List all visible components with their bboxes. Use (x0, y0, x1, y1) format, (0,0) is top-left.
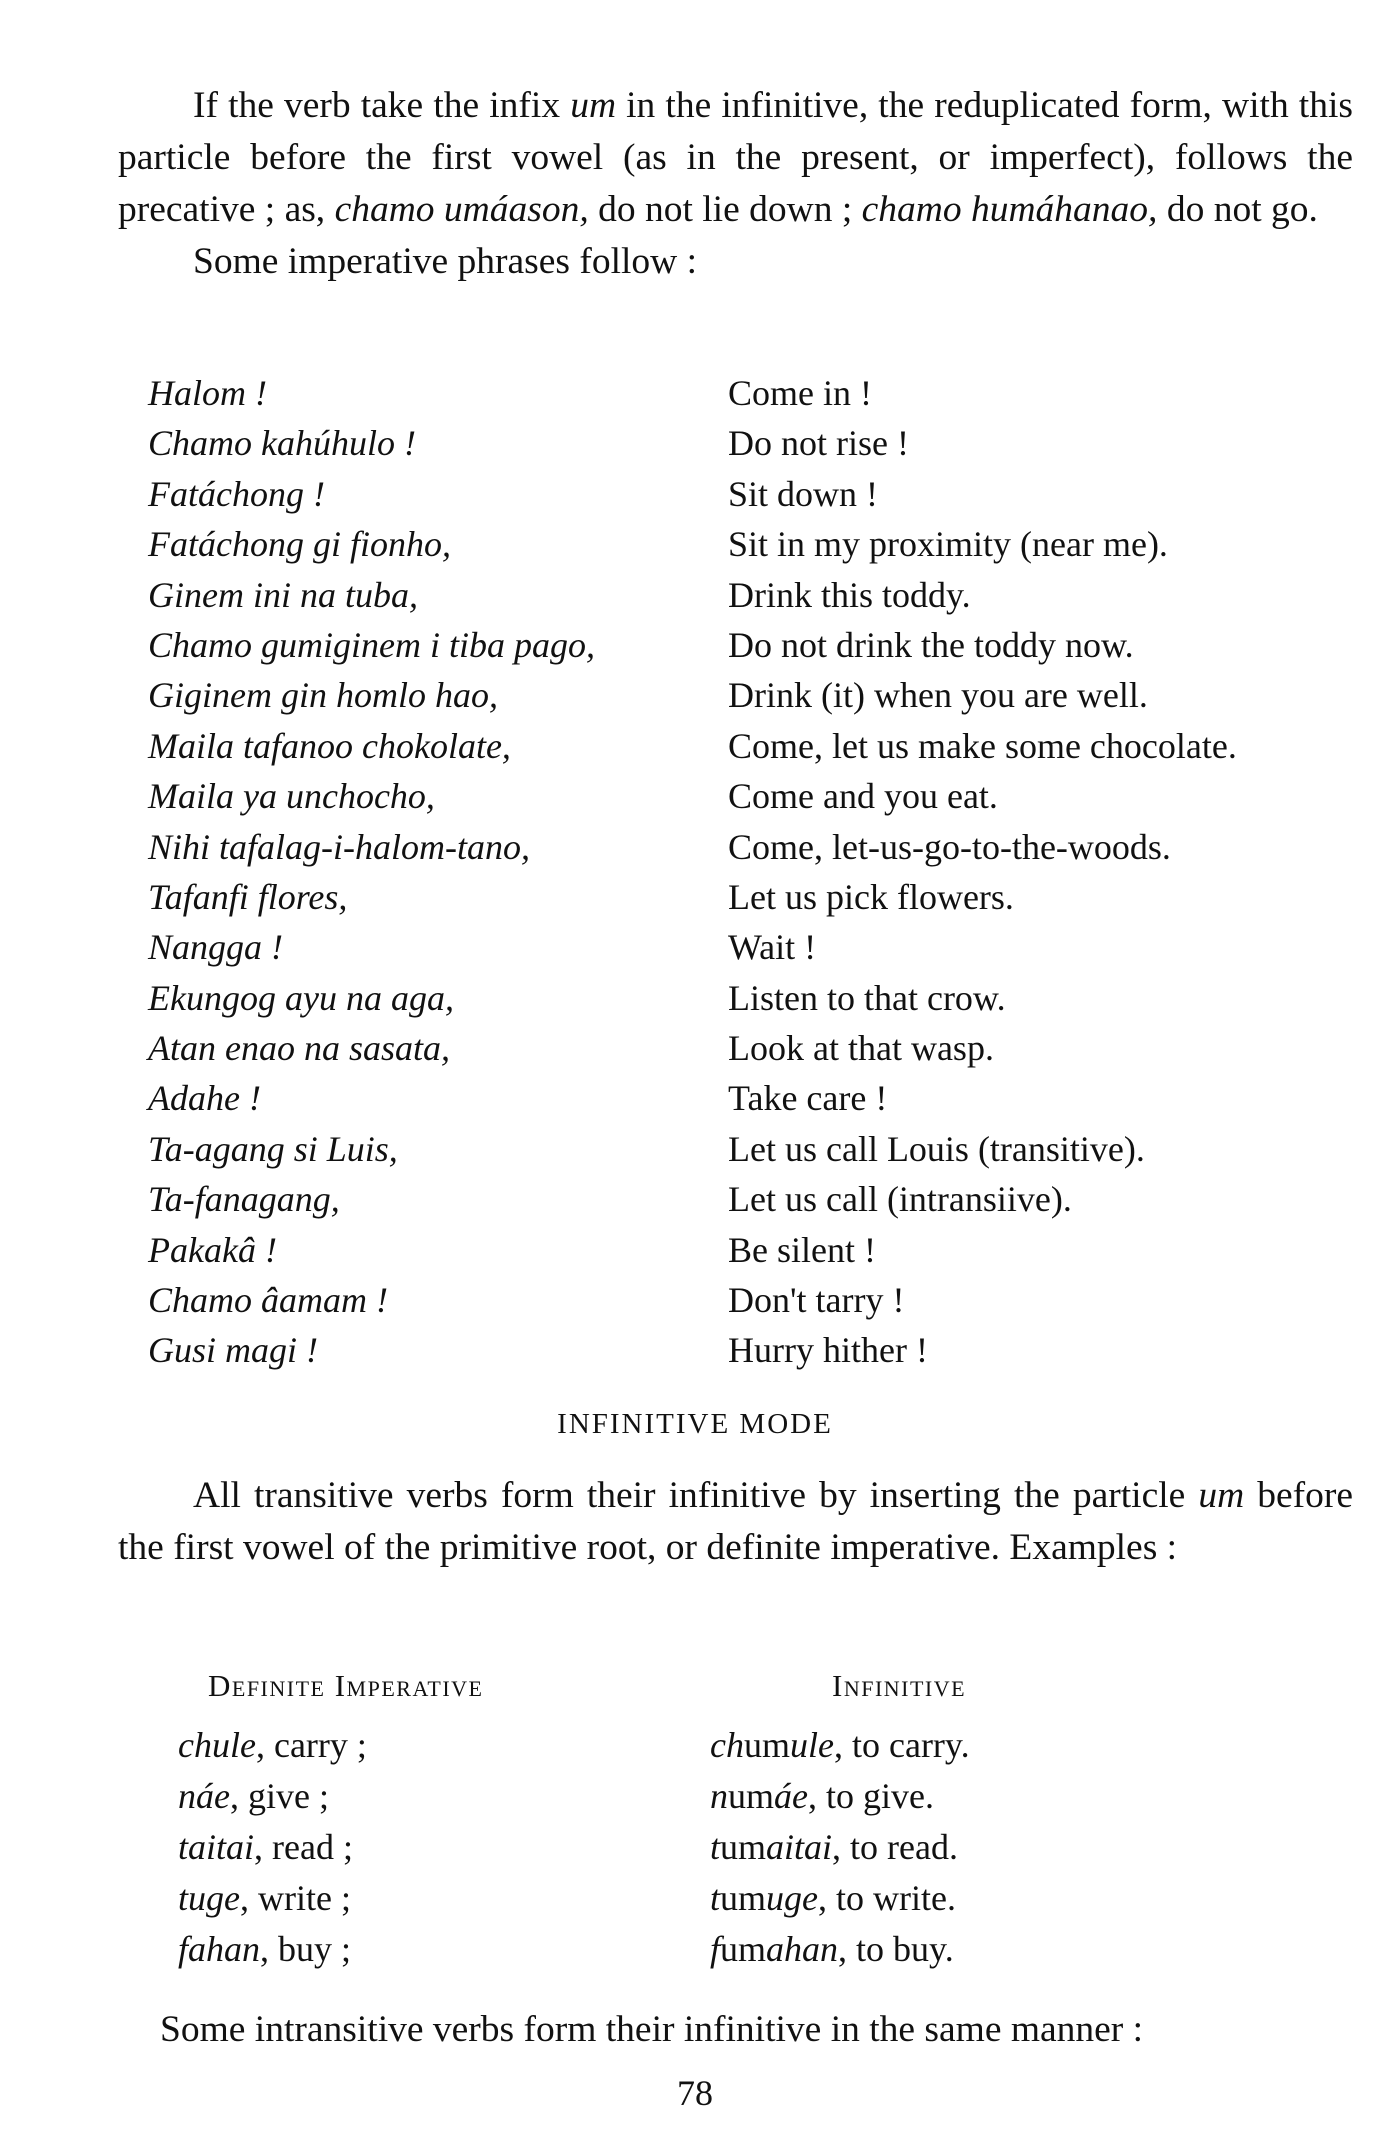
phrase-english: Drink (it) when you are well. (728, 675, 1148, 716)
phrase-english: Don't tarry ! (728, 1280, 905, 1321)
infinitive-prefix: t (710, 1878, 721, 1918)
intro-text-2: in the infinitive, the reduplicated form, with this particle before the first vowel (as in the present, or imperfect), follows the precative ; as, (118, 85, 1353, 230)
phrase-english: Listen to that crow. (728, 977, 1006, 1018)
infinitive-text-1: All transitive verbs form their infinitive by inserting the particle (193, 1475, 1199, 1516)
infinitive-gloss: , to read. (832, 1827, 958, 1867)
phrase-row (148, 872, 1348, 922)
imperative-gloss: , carry ; (255, 1725, 367, 1765)
imperative-word: náe (178, 1776, 230, 1816)
intro-text-4: do not go. (1157, 189, 1318, 230)
imperative-word: taitai (178, 1827, 255, 1867)
phrase-row (148, 519, 1348, 569)
imperative-cell (178, 1873, 710, 1924)
phrase-native: Pakakâ ! (148, 1229, 277, 1270)
phrase-english: Hurry hither ! (728, 1330, 928, 1371)
infinitive-um: um (720, 1827, 767, 1867)
phrases-intro: Some imperative phrases follow : (193, 241, 698, 282)
phrase-english: Come and you eat. (728, 776, 998, 817)
imperative-cell (178, 1771, 710, 1822)
infinitive-prefix: f (710, 1929, 721, 1969)
infinitive-prefix: n (710, 1776, 728, 1816)
phrase-native: Halom ! (148, 373, 267, 413)
phrase-english: Look at that wasp. (728, 1028, 994, 1069)
infinitive-cell (710, 1822, 1328, 1873)
phrase-native: Maila tafanoo chokolate, (148, 725, 511, 766)
infinitive-gloss: , to carry. (833, 1725, 970, 1765)
infinitive-gloss: , to write. (818, 1878, 956, 1918)
phrase-native: Atan enao na sasata, (148, 1028, 450, 1069)
phrase-english: Drink this toddy. (728, 574, 971, 615)
phrase-row (148, 822, 1348, 872)
infinitive-gloss: , to give. (808, 1776, 934, 1816)
imperative-phrases-list (148, 368, 1348, 1376)
phrase-row (148, 620, 1348, 670)
phrase-english: Sit down ! (728, 473, 879, 514)
phrase-native: Chamo âamam ! (148, 1280, 388, 1321)
infix-um: um (570, 85, 617, 126)
example-chamo-humahanao: chamo humáhanao, (861, 189, 1158, 230)
intro-text-1: If the verb take the infix (193, 85, 571, 126)
infinitive-gloss: , to buy. (838, 1929, 954, 1969)
phrase-native: Gusi magi ! (148, 1330, 318, 1371)
infinitive-cell (710, 1873, 1328, 1924)
phrase-english: Let us call (intransiive). (728, 1179, 1072, 1220)
phrase-row (148, 721, 1348, 771)
imperative-cell (178, 1822, 710, 1873)
phrase-row (148, 771, 1348, 821)
imperative-gloss: , give ; (229, 1776, 329, 1816)
infinitive-prefix: t (710, 1827, 721, 1867)
header-infinitive: Infinitive (832, 1668, 967, 1703)
phrase-native: Chamo kahúhulo ! (148, 423, 416, 464)
phrase-native: Fatáchong ! (148, 473, 325, 514)
examples-table (178, 1720, 1328, 1975)
phrase-english: Sit in my proximity (near me). (728, 524, 1168, 565)
infinitive-cell (710, 1720, 1328, 1771)
imperative-gloss: , read ; (254, 1827, 353, 1867)
example-chamo-umaason: chamo umáason, (334, 189, 589, 230)
phrase-row (148, 469, 1348, 519)
example-row (178, 1771, 1328, 1822)
phrase-native: Ginem ini na tuba, (148, 574, 418, 615)
infinitive-cell (710, 1924, 1328, 1975)
intro-paragraph (118, 80, 1353, 288)
final-line: Some intransitive verbs form their infinitive in the same manner : (160, 2009, 1144, 2050)
phrase-row (148, 973, 1348, 1023)
section-heading: INFINITIVE MODE (557, 1408, 833, 1440)
phrase-row (148, 922, 1348, 972)
imperative-word: tuge (178, 1878, 240, 1918)
phrase-english: Let us pick flowers. (728, 876, 1014, 917)
phrase-native: Ta-agang si Luis, (148, 1128, 398, 1169)
phrase-row (148, 1073, 1348, 1123)
phrase-native: Ekungog ayu na aga, (148, 977, 454, 1018)
phrase-row (148, 1023, 1348, 1073)
infinitive-um: um (728, 1776, 775, 1816)
imperative-word: chule (178, 1725, 256, 1765)
phrase-native: Chamo gumiginem i tiba pago, (148, 624, 595, 665)
example-row (178, 1924, 1328, 1975)
intro-text-3: do not lie down ; (588, 189, 862, 230)
infinitive-root: áe (774, 1776, 808, 1816)
phrase-row (148, 1174, 1348, 1224)
particle-um: um (1198, 1475, 1245, 1516)
infinitive-root: ahan (766, 1929, 839, 1969)
infinitive-root: ule (790, 1725, 834, 1765)
phrase-row (148, 1124, 1348, 1174)
phrase-row (148, 1225, 1348, 1275)
imperative-gloss: , write ; (239, 1878, 351, 1918)
imperative-word: fahan (178, 1929, 261, 1969)
infinitive-prefix: ch (710, 1725, 744, 1765)
infinitive-paragraph (118, 1470, 1353, 1574)
phrase-english: Wait ! (728, 927, 817, 968)
phrase-row (148, 368, 1348, 418)
phrase-english: Come, let-us-go-to-the-woods. (728, 826, 1171, 867)
phrase-native: Tafanfi flores, (148, 876, 348, 917)
example-row (178, 1873, 1328, 1924)
phrase-english: Do not drink the toddy now. (728, 624, 1134, 665)
infinitive-text-2: before the first vowel of the primitive root, or definite imperative. Examples : (118, 1475, 1354, 1568)
example-row (178, 1822, 1328, 1873)
phrase-english: Let us call Louis (transitive). (728, 1128, 1145, 1169)
phrase-english: Come, let us make some chocolate. (728, 725, 1237, 766)
imperative-cell (178, 1924, 710, 1975)
phrase-native: Nangga ! (148, 927, 283, 968)
infinitive-root: aitai (766, 1827, 833, 1867)
phrase-row (148, 418, 1348, 468)
phrase-native: Fatáchong gi fionho, (148, 524, 451, 565)
phrase-row (148, 670, 1348, 720)
infinitive-cell (710, 1771, 1328, 1822)
phrase-row (148, 1325, 1348, 1375)
phrase-native: Ta-fanagang, (148, 1179, 340, 1220)
imperative-cell (178, 1720, 710, 1771)
phrase-english: Come in ! (728, 373, 872, 413)
phrase-english: Do not rise ! (728, 423, 909, 464)
phrase-row (148, 570, 1348, 620)
phrase-native: Maila ya unchocho, (148, 776, 435, 817)
infinitive-um: um (743, 1725, 790, 1765)
phrase-english: Take care ! (728, 1078, 888, 1119)
phrase-row (148, 1275, 1348, 1325)
phrase-native: Giginem gin homlo hao, (148, 675, 498, 716)
infinitive-um: um (720, 1929, 767, 1969)
phrase-english: Be silent ! (728, 1229, 876, 1270)
infinitive-root: uge (766, 1878, 819, 1918)
example-row (178, 1720, 1328, 1771)
phrase-native: Nihi tafalag-i-halom-tano, (148, 826, 530, 867)
phrase-native: Adahe ! (148, 1078, 261, 1119)
infinitive-um: um (720, 1878, 767, 1918)
page-number: 78 (677, 2073, 713, 2113)
imperative-gloss: , buy ; (260, 1929, 352, 1969)
header-definite-imperative: Definite Imperative (208, 1668, 484, 1703)
